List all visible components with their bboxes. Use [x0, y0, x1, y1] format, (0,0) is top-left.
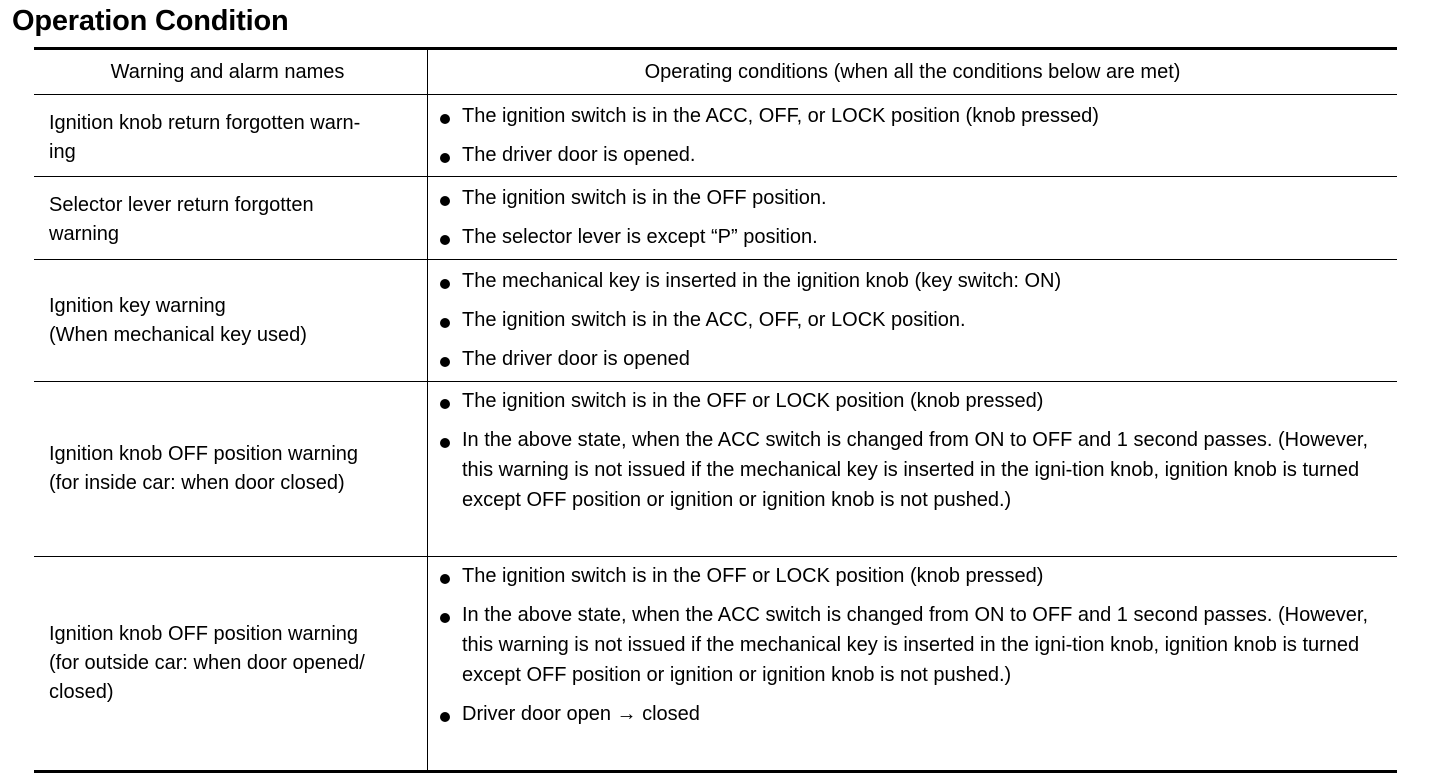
condition-text: The driver door is opened. [462, 144, 696, 166]
table-row [34, 176, 1397, 259]
condition-item [440, 183, 1377, 213]
condition-item [440, 600, 1377, 690]
bullet-icon [440, 613, 450, 623]
condition-text: In the above state, when the ACC switch is changed from ON to OFF and 1 second passes. (However, this warning is not issued if the mechanical key is inserted in the igni-tion knob, ignition knob is turned except OFF position or ignition or ignition knob is not pushed.) [462, 429, 1369, 511]
bullet-icon [440, 235, 450, 245]
operation-condition-table [34, 47, 1397, 773]
warning-name-cell [34, 95, 428, 176]
condition-item [440, 266, 1377, 296]
warning-name-cell [34, 382, 428, 556]
condition-list [440, 561, 1377, 729]
conditions-cell [428, 260, 1397, 381]
warning-name: Selector lever return forgotten warning [49, 194, 314, 245]
table-row [34, 94, 1397, 176]
condition-list [440, 266, 1377, 374]
warning-name: Ignition knob OFF position warning (for outside car: when door opened/ closed) [49, 623, 365, 703]
condition-list [440, 386, 1377, 515]
warning-name: Ignition knob OFF position warning (for inside car: when door closed) [49, 443, 359, 494]
bullet-icon [440, 712, 450, 722]
bullet-icon [440, 153, 450, 163]
header-cell-conditions [428, 50, 1397, 94]
condition-text: The mechanical key is inserted in the ignition knob (key switch: ON) [462, 270, 1062, 292]
page-title: Operation Condition [12, 5, 289, 37]
warning-name: Ignition knob return forgotten warn- ing [49, 111, 361, 163]
condition-item [440, 425, 1377, 515]
condition-item [440, 699, 1377, 729]
condition-text: In the above state, when the ACC switch is changed from ON to OFF and 1 second passes. (However, this warning is not issued if the mechanical key is inserted in the igni-tion knob, ignition knob is turned except OFF position or ignition or ignition knob is not pushed.) [462, 604, 1369, 686]
bullet-icon [440, 114, 450, 124]
condition-item [440, 344, 1377, 374]
condition-text: The ignition switch is in the ACC, OFF, or LOCK position. [462, 309, 966, 331]
table-row [34, 381, 1397, 556]
condition-text: The selector lever is except “P” position. [462, 226, 818, 248]
table-row [34, 259, 1397, 381]
table-body [34, 94, 1397, 770]
condition-text: The ignition switch is in the OFF or LOCK position (knob pressed) [462, 390, 1044, 412]
header-name-label: Warning and alarm names [110, 61, 345, 83]
bullet-icon [440, 357, 450, 367]
bullet-icon [440, 318, 450, 328]
conditions-cell [428, 382, 1397, 556]
conditions-cell [428, 95, 1397, 176]
table-header-row [34, 50, 1397, 94]
bullet-icon [440, 399, 450, 409]
bullet-icon [440, 574, 450, 584]
bullet-icon [440, 196, 450, 206]
header-cell-name [34, 50, 428, 94]
condition-item [440, 140, 1377, 170]
warning-name-cell [34, 177, 428, 259]
table-row [34, 556, 1397, 770]
condition-text: The ignition switch is in the OFF or LOCK position (knob pressed) [462, 565, 1044, 587]
condition-item [440, 305, 1377, 335]
condition-list [440, 101, 1377, 170]
condition-list [440, 183, 1377, 252]
condition-text: Driver door open → closed [462, 703, 700, 725]
bullet-icon [440, 279, 450, 289]
warning-name: Ignition key warning (When mechanical key used) [49, 294, 307, 346]
header-conditions-label: Operating conditions (when all the conditions below are met) [644, 61, 1181, 83]
condition-item [440, 222, 1377, 252]
condition-text: The driver door is opened [462, 348, 690, 370]
condition-item [440, 101, 1377, 131]
condition-item [440, 386, 1377, 416]
bullet-icon [440, 438, 450, 448]
warning-name-cell [34, 260, 428, 381]
conditions-cell [428, 557, 1397, 770]
condition-text: The ignition switch is in the OFF position. [462, 187, 827, 209]
condition-item [440, 561, 1377, 591]
warning-name-cell [34, 557, 428, 770]
conditions-cell [428, 177, 1397, 259]
condition-text: The ignition switch is in the ACC, OFF, or LOCK position (knob pressed) [462, 105, 1099, 127]
